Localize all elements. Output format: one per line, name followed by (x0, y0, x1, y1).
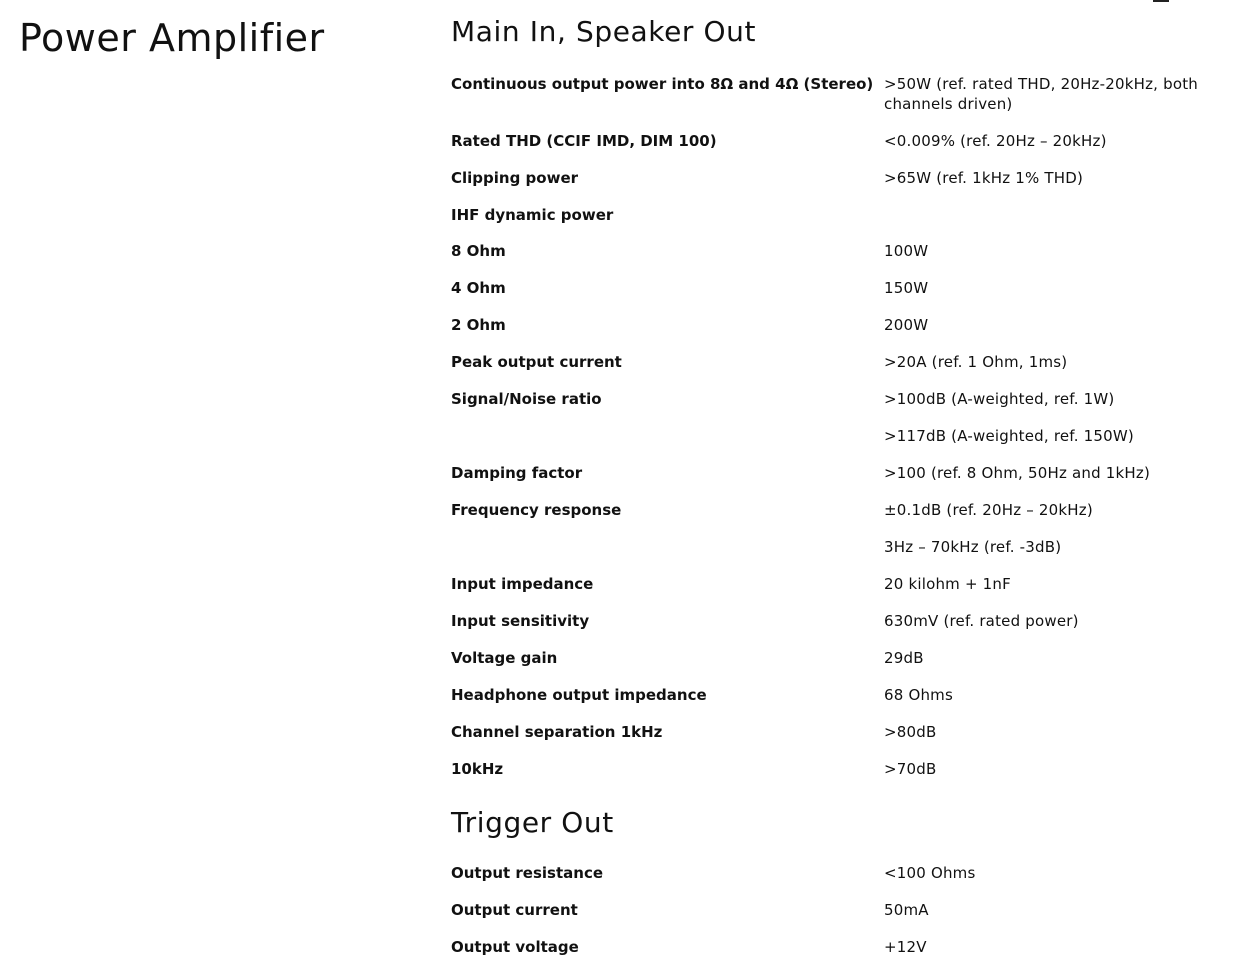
spec-label: 2 Ohm (451, 316, 506, 334)
spec-label: 10kHz (451, 760, 504, 778)
spec-label: Clipping power (451, 169, 579, 187)
spec-label (451, 427, 884, 446)
spec-label: Frequency response (451, 501, 622, 519)
spec-value: <100 Ohms (884, 864, 976, 882)
spec-row (451, 643, 1237, 680)
spec-row (451, 495, 1237, 532)
spec-value: >100dB (A-weighted, ref. 1W) (884, 390, 1115, 408)
spec-label: 4 Ohm (451, 279, 506, 297)
spec-row (451, 754, 1237, 791)
spec-value: 29dB (884, 649, 924, 667)
spec-row (451, 126, 1237, 163)
page-title: Power Amplifier (19, 16, 325, 60)
spec-value: >20A (ref. 1 Ohm, 1ms) (884, 353, 1068, 371)
spec-value: 68 Ohms (884, 686, 953, 704)
spec-label: Continuous output power into 8Ω and 4Ω (Stereo) (451, 75, 874, 93)
spec-value: +12V (884, 938, 927, 956)
spec-row (451, 606, 1237, 643)
spec-value: >117dB (A-weighted, ref. 150W) (884, 427, 1134, 445)
spec-value: 150W (884, 279, 929, 297)
spec-row (451, 384, 1237, 421)
spec-row (451, 458, 1237, 495)
spec-value: 50mA (884, 901, 929, 919)
spec-label: Output resistance (451, 864, 604, 882)
spec-row (451, 932, 1237, 969)
spec-label: Voltage gain (451, 649, 558, 667)
spec-row (451, 680, 1237, 717)
specifications (451, 0, 1237, 969)
spec-row (451, 200, 1237, 236)
spec-label: 8 Ohm (451, 242, 506, 260)
spec-value: >70dB (884, 760, 937, 778)
spec-label: Signal/Noise ratio (451, 390, 602, 408)
spec-row (451, 163, 1237, 200)
spec-label: Headphone output impedance (451, 686, 707, 704)
spec-row (451, 895, 1237, 932)
spec-label: Input impedance (451, 575, 594, 593)
section-title-main-in-speaker-out: Main In, Speaker Out (451, 15, 757, 48)
spec-value: >80dB (884, 723, 937, 741)
spec-row (451, 717, 1237, 754)
spec-row (451, 569, 1237, 606)
spec-value: 630mV (ref. rated power) (884, 612, 1079, 630)
spec-row (451, 858, 1237, 895)
spec-row (451, 69, 1237, 126)
spec-row (451, 273, 1237, 310)
spec-label: IHF dynamic power (451, 206, 614, 224)
spec-row (451, 421, 1237, 458)
spec-table-trigger-out (451, 858, 1237, 969)
spec-value (884, 205, 1237, 224)
spec-value: >100 (ref. 8 Ohm, 50Hz and 1kHz) (884, 464, 1151, 482)
spec-value: 20 kilohm + 1nF (884, 575, 1011, 593)
spec-label: Peak output current (451, 353, 622, 371)
spec-value: 200W (884, 316, 929, 334)
spec-row (451, 532, 1237, 569)
spec-label (451, 538, 884, 557)
spec-value: <0.009% (ref. 20Hz – 20kHz) (884, 132, 1107, 150)
spec-row (451, 236, 1237, 273)
spec-label: Rated THD (CCIF IMD, DIM 100) (451, 132, 717, 150)
spec-label: Damping factor (451, 464, 583, 482)
spec-label: Channel separation 1kHz (451, 723, 663, 741)
spec-label: Output voltage (451, 938, 579, 956)
spec-label: Output current (451, 901, 578, 919)
spec-table-main-in-speaker-out (451, 69, 1237, 791)
spec-value: 100W (884, 242, 929, 260)
spec-value: ±0.1dB (ref. 20Hz – 20kHz) (884, 501, 1093, 519)
spec-label: Input sensitivity (451, 612, 590, 630)
section-title-trigger-out: Trigger Out (451, 806, 614, 839)
spec-value: >65W (ref. 1kHz 1% THD) (884, 169, 1084, 187)
spec-row (451, 347, 1237, 384)
spec-row (451, 310, 1237, 347)
spec-value: 3Hz – 70kHz (ref. -3dB) (884, 538, 1062, 556)
spec-value: >50W (ref. rated THD, 20Hz-20kHz, both channels driven) (884, 75, 1198, 113)
